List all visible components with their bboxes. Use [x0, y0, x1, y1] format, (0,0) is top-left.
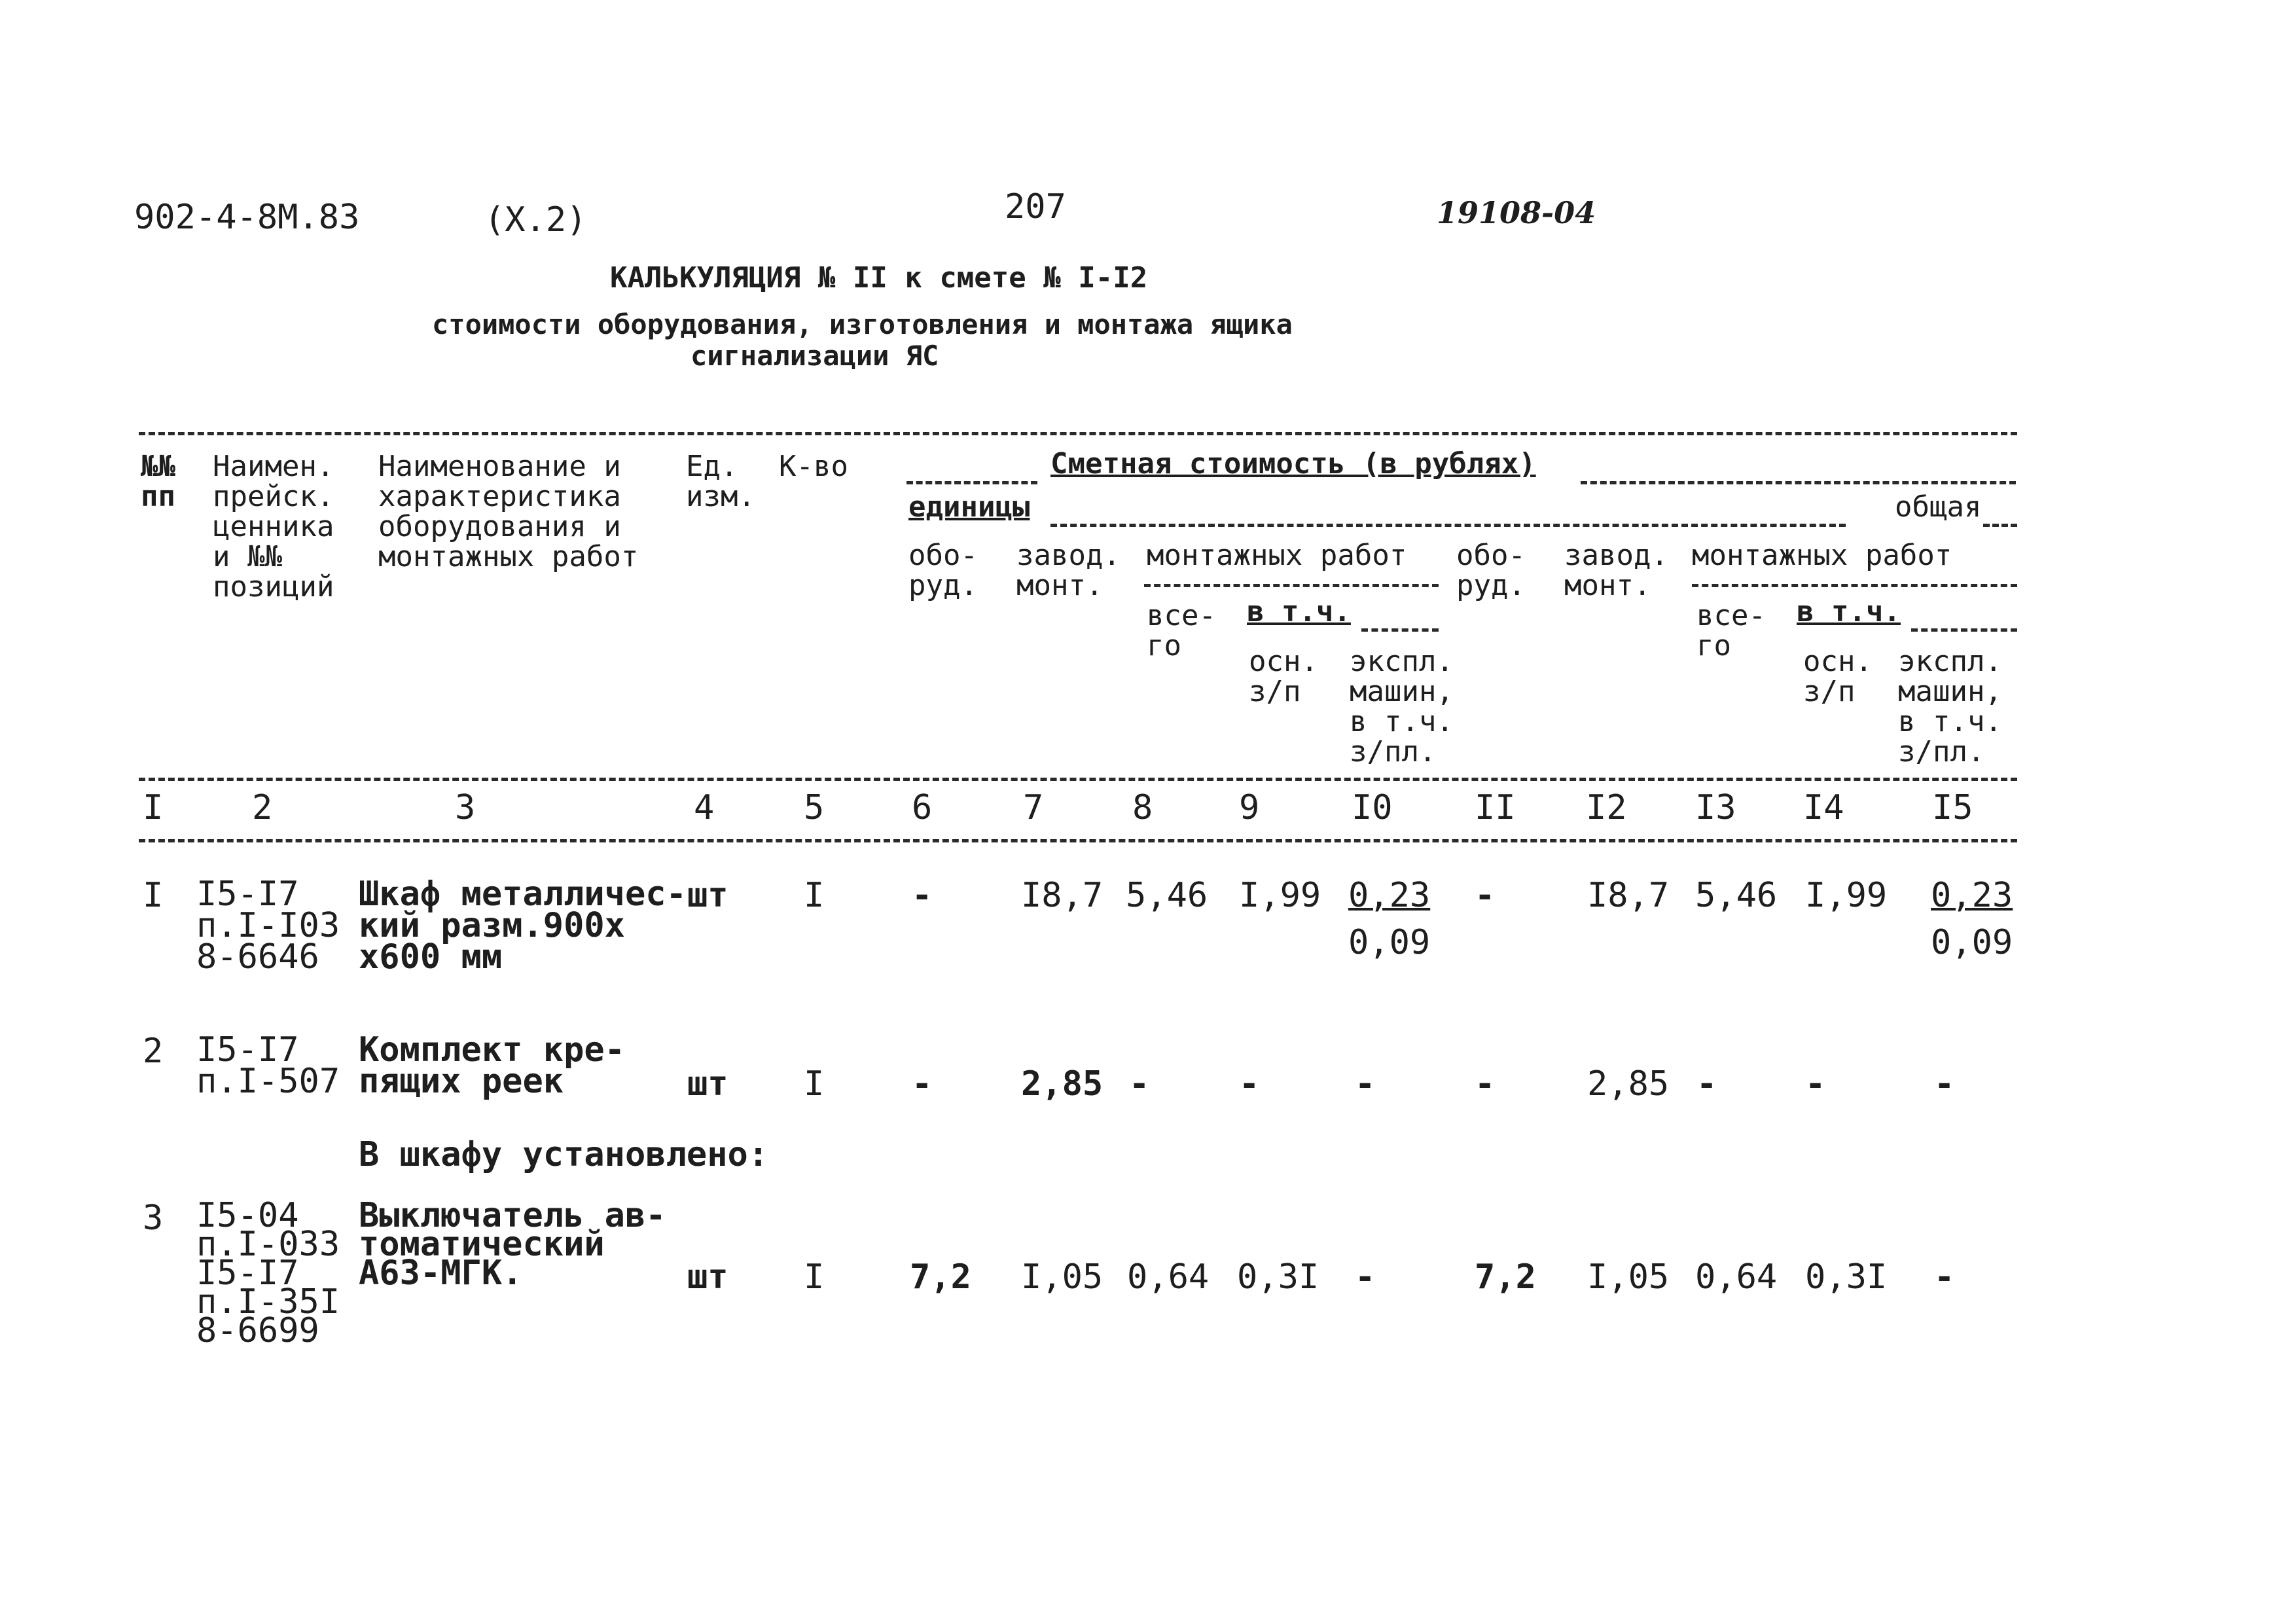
row-c14: 0,3I — [1805, 1257, 1888, 1297]
row-quantity: I — [804, 876, 825, 915]
row-c7: 2,85 — [1021, 1064, 1103, 1104]
calculation-subtitle-2: сигнализации ЯС — [691, 340, 939, 372]
row-c9: I,99 — [1239, 876, 1321, 915]
row-c6: - — [912, 1064, 933, 1104]
column-number: I0 — [1352, 788, 1393, 827]
header-top-rule — [139, 432, 2017, 435]
row-price-reference: I5-I7 п.I-507 — [196, 1030, 340, 1101]
total-install-rule — [1692, 584, 2017, 587]
unit-install-header: монтажных работ — [1147, 539, 1407, 572]
column-number: I — [143, 788, 164, 827]
section-note: В шкафу установлено: — [359, 1135, 769, 1174]
column-number: 8 — [1132, 788, 1153, 827]
row-c7: I8,7 — [1021, 876, 1103, 915]
column-number: 3 — [455, 788, 476, 827]
unit-cost-rule — [1050, 524, 1846, 527]
row-c10: - — [1355, 1064, 1376, 1104]
row-c10: - — [1355, 1257, 1376, 1297]
col-price-ref-header: Наимен. прейск. ценника и №№ позиций — [213, 450, 334, 604]
row-c15: - — [1934, 1257, 1955, 1297]
header-bottom-rule — [139, 778, 2017, 781]
unit-machine-header: экспл. машин, в т.ч. з/пл. — [1350, 645, 1454, 768]
row-description: Комплект кре- пящих реек — [359, 1030, 625, 1101]
column-numbers-rule — [139, 839, 2017, 842]
row-c15: - — [1934, 1064, 1955, 1104]
row-c6: - — [912, 876, 933, 915]
col-unit-header: Ед. изм. — [686, 450, 755, 513]
row-unit: шт — [687, 1064, 728, 1104]
handwritten-reference: 19108-04 — [1437, 195, 1596, 230]
row-c10: 0,23 — [1348, 876, 1431, 915]
section-code: (Х.2) — [484, 200, 587, 240]
col-description-header: Наименование и характеристика оборудования и монтажных работ — [378, 450, 639, 573]
cost-title-rule-left — [906, 481, 1037, 484]
total-cost-rule — [1983, 524, 2017, 527]
row-c8: 0,64 — [1127, 1257, 1210, 1297]
total-cost-label: общая — [1895, 490, 1982, 524]
row-description: Выключатель ав- томатический А63-МГК. — [359, 1196, 666, 1293]
row-price-reference: I5-04 п.I-033 I5-I7 п.I-35I 8-6699 — [196, 1196, 340, 1350]
row-c15: 0,23 — [1931, 876, 2013, 915]
unit-factory-header: завод. монт. — [1016, 539, 1121, 602]
column-number: I3 — [1695, 788, 1736, 827]
page-number: 207 — [1005, 187, 1066, 226]
row-c11: 7,2 — [1475, 1257, 1536, 1297]
row-c11: - — [1475, 1064, 1496, 1104]
col-quantity-header: К-во — [779, 450, 848, 483]
column-number: 2 — [252, 788, 273, 827]
column-number: I5 — [1932, 788, 1973, 827]
row-c13: - — [1696, 1064, 1717, 1104]
total-install-total-header: все- го — [1696, 599, 1766, 662]
column-number: 7 — [1023, 788, 1044, 827]
column-number: I4 — [1803, 788, 1844, 827]
row-number: 3 — [143, 1199, 164, 1238]
row-c15-wage: 0,09 — [1931, 923, 2013, 962]
row-c13: 5,46 — [1695, 876, 1778, 915]
row-c8: 5,46 — [1126, 876, 1208, 915]
row-c11: - — [1475, 876, 1496, 915]
column-number: 5 — [804, 788, 825, 827]
row-c7: I,05 — [1021, 1257, 1103, 1297]
row-description: Шкаф металличес- кий разм.900х х600 мм — [359, 875, 687, 977]
unit-cost-label: единицы — [908, 490, 1030, 524]
unit-install-total-header: все- го — [1147, 599, 1216, 662]
row-c9: 0,3I — [1237, 1257, 1319, 1297]
column-number: 4 — [694, 788, 715, 827]
row-c12: I,05 — [1587, 1257, 1670, 1297]
total-basic-wage-header: осн. з/п — [1803, 645, 1873, 708]
total-incl-rule — [1911, 628, 2017, 632]
row-number: I — [143, 876, 164, 915]
row-number: 2 — [143, 1032, 164, 1071]
total-install-header: монтажных работ — [1692, 539, 1952, 572]
row-quantity: I — [804, 1257, 825, 1297]
row-c8: - — [1129, 1064, 1150, 1104]
row-quantity: I — [804, 1064, 825, 1104]
row-c13: 0,64 — [1695, 1257, 1778, 1297]
row-c14: - — [1805, 1064, 1826, 1104]
unit-equipment-header: обо- руд. — [908, 539, 978, 602]
total-machine-header: экспл. машин, в т.ч. з/пл. — [1898, 645, 2002, 768]
cost-title: Сметная стоимость (в рублях) — [1050, 447, 1536, 480]
col-number-header: №№ пп — [141, 450, 175, 513]
row-c12: 2,85 — [1587, 1064, 1670, 1104]
unit-incl-header: в т.ч. — [1247, 595, 1351, 628]
calculation-title: КАЛЬКУЛЯЦИЯ № II к смете № I-I2 — [610, 261, 1148, 295]
row-c14: I,99 — [1805, 876, 1888, 915]
row-unit: шт — [687, 876, 728, 915]
document-code: 902-4-8М.83 — [134, 198, 360, 237]
unit-basic-wage-header: осн. з/п — [1249, 645, 1318, 708]
column-number: II — [1475, 788, 1516, 827]
unit-install-rule — [1144, 584, 1439, 587]
calculation-subtitle: стоимости оборудования, изготовления и монтажа ящика — [432, 308, 1293, 340]
column-number: 9 — [1239, 788, 1260, 827]
column-number: 6 — [912, 788, 933, 827]
cost-title-rule-right — [1581, 481, 2016, 484]
row-c6: 7,2 — [910, 1257, 971, 1297]
row-c12: I8,7 — [1587, 876, 1670, 915]
row-price-reference: I5-I7 п.I-I03 8-6646 — [196, 875, 340, 977]
row-unit: шт — [687, 1257, 728, 1297]
column-number: I2 — [1586, 788, 1627, 827]
row-c10-wage: 0,09 — [1348, 923, 1431, 962]
unit-incl-rule — [1361, 628, 1439, 632]
total-factory-header: завод. монт. — [1564, 539, 1668, 602]
total-equipment-header: обо- руд. — [1456, 539, 1526, 602]
row-c9: - — [1239, 1064, 1260, 1104]
total-incl-header: в т.ч. — [1797, 595, 1901, 628]
